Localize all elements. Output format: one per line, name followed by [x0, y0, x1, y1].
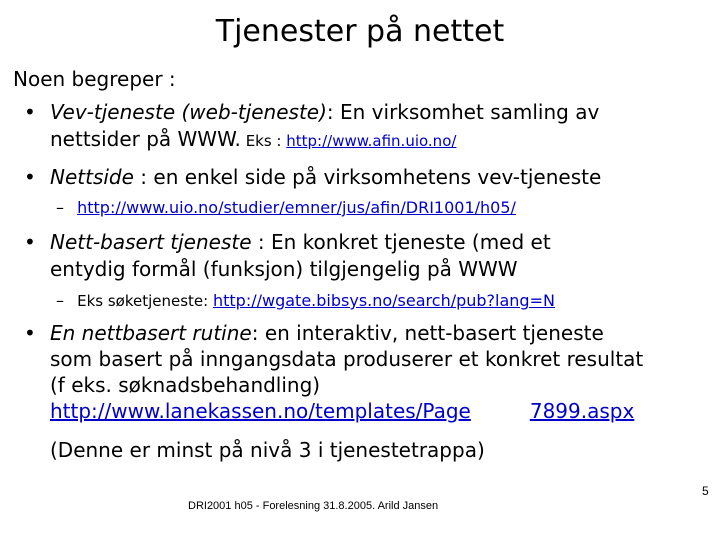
uio-course-link[interactable]: http://www.uio.no/studier/emner/jus/afin/DRI1001/h05/ — [77, 198, 516, 217]
web-page-desc: : en enkel side på virksomhetens vev-tjeneste — [133, 165, 602, 189]
net-routine-desc-3: (f eks. søknadsbehandling) — [50, 373, 321, 397]
sub-bullet-uio — [56, 197, 516, 219]
bibsys-link[interactable]: http://wgate.bibsys.no/search/pub?lang=N — [212, 291, 555, 310]
lanekassen-link[interactable] — [50, 398, 634, 424]
dash-marker: – — [56, 198, 64, 217]
bullet-marker: • — [24, 165, 36, 189]
afin-link[interactable]: http://www.afin.uio.no/ — [286, 132, 457, 150]
bullet-marker: • — [24, 230, 36, 254]
net-routine-desc: : en interaktiv, nett-basert tjeneste — [251, 321, 604, 345]
bullet-net-service-cont — [50, 256, 518, 282]
dash-marker: – — [56, 291, 64, 310]
net-service-desc-cont: entydig formål (funksjon) tilgjengelig på WWW — [50, 257, 518, 281]
net-routine-line-2 — [50, 346, 643, 372]
slide-title: Tjenester på nettet — [215, 14, 505, 49]
term-web-page: Nettside — [50, 165, 134, 189]
net-routine-note-text: (Denne er minst på nivå 3 i tjenestetrappa) — [50, 438, 485, 462]
search-service-label: Eks søketjeneste: — [77, 292, 213, 310]
term-net-service: Nett-basert tjeneste — [50, 230, 252, 254]
sub-bullet-bibsys — [56, 290, 555, 312]
lanekassen-link-part1[interactable]: http://www.lanekassen.no/templates/Page — [50, 399, 471, 423]
net-routine-line-3 — [50, 372, 320, 398]
bullet-web-page — [50, 164, 601, 190]
lanekassen-link-part2[interactable]: 7899.aspx — [529, 399, 635, 423]
term-web-service: Vev-tjeneste (web-tjeneste) — [50, 100, 327, 124]
bullet-marker: • — [24, 100, 36, 124]
bullet-net-routine — [50, 320, 604, 346]
footer-text: DRI2001 h05 - Forelesning 31.8.2005. Arild Jansen — [188, 500, 439, 512]
term-net-routine: En nettbasert rutine — [50, 321, 252, 345]
page-number: 5 — [702, 484, 709, 498]
bullet-marker: • — [24, 321, 36, 345]
example-label: Eks : — [240, 132, 287, 150]
bullet-web-service — [50, 99, 599, 125]
net-service-desc: : En konkret tjeneste (med et — [251, 230, 551, 254]
intro-text: Noen begreper : — [13, 67, 176, 91]
bullet-net-service — [50, 229, 551, 255]
web-service-desc-cont: nettsider på WWW. — [50, 127, 241, 151]
net-routine-desc-2: som basert på inngangsdata produserer et konkret resultat — [50, 347, 644, 371]
net-routine-note — [50, 437, 485, 463]
web-service-desc: : En virksomhet samling av — [326, 100, 600, 124]
bullet-web-service-cont — [50, 126, 456, 154]
